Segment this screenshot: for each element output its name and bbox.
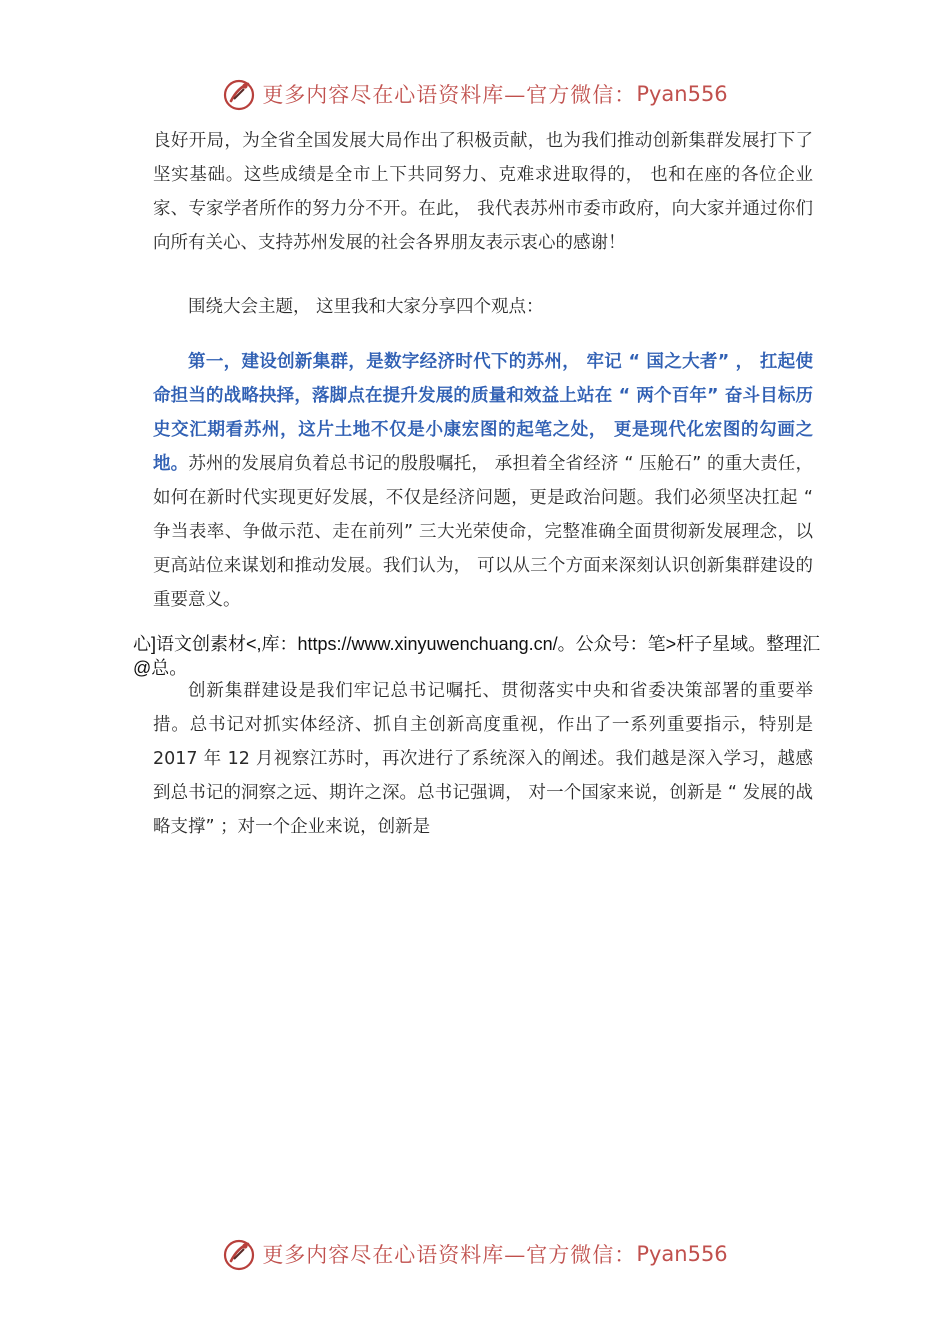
footer-text: 更多内容尽在心语资料库—官方微信： (262, 1243, 637, 1267)
logo-icon (222, 77, 256, 111)
paragraph-4: 创新集群建设是我们牢记总书记嘱托、贯彻落实中央和省委决策部署的重要举措。总书记对抓实体经济、抓自主创新高度重视，作出了一系列重要指示，特别是 2017 年 12 月视察江苏时，再次进行了系统深入的阐述。我们越是深入学习，越感到总书记的洞察之远、期许之深。总书记强调， 对一个国家来说，创新是 “ 发展的战略支撑” ；对一个企业来说，创新是 (153, 681, 813, 837)
paragraph-3 (153, 345, 813, 617)
paragraph-3-highlight: 第一，建设创新集群，是数字经济时代下的苏州， 牢记 “ 国之大者” ， 扛起使命担当的战略抉择，落脚点在提升发展的质量和效益上站在 “ 两个百年” 奋斗目标历史交汇期看苏州，这片土地不仅是小康宏图的起笔之处， 更是现代化宏图的勾画之地。 (153, 352, 813, 474)
paragraph-3-body: 苏州的发展肩负着总书记的殷殷嘱托， 承担着全省经济 “ 压舱石” 的重大责任，如何在新时代实现更好发展，不仅是经济问题，更是政治问题。我们必须坚决扛起 “ 争当表率、争做示范、走在前列” 三大光荣使命，完整准确全面贯彻新发展理念，以更高站位来谋划和推动发展。我们认为， 可以从三个方面来深刻认识创新集群建设的重要意义。 (153, 454, 813, 610)
header-text: 更多内容尽在心语资料库—官方微信： (262, 83, 637, 107)
header-wechat-id: Pyan556 (636, 82, 728, 106)
source-watermark-line: 心]语文创素材<,库：https://www.xinyuwenchuang.cn/。公众号：笔>杆子星域。整理汇@总。 (133, 634, 821, 678)
paragraph-2: 围绕大会主题， 这里我和大家分享四个观点： (188, 297, 544, 317)
footer-banner (0, 1232, 950, 1276)
paragraph-1: 良好开局，为全省全国发展大局作出了积极贡献，也为我们推动创新集群发展打下了坚实基础。这些成绩是全市上下共同努力、克难求进取得的， 也和在座的各位企业家、专家学者所作的努力分不开。在此， 我代表苏州市委市政府，向大家并通过你们向所有关心、支持苏州发展的社会各界朋友表示衷心的感谢！ (153, 131, 813, 253)
header-banner (0, 72, 950, 116)
footer-wechat-id: Pyan556 (636, 1242, 728, 1266)
logo-icon (222, 1237, 256, 1271)
